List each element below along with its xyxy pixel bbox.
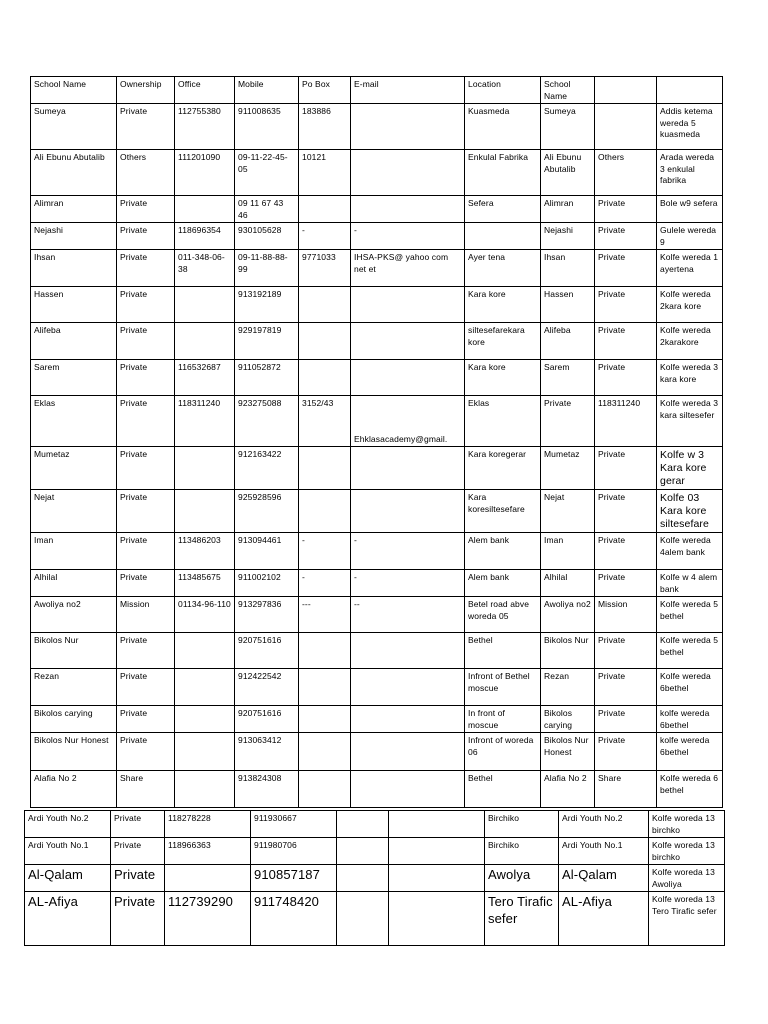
table-cell: 113485675 xyxy=(175,570,235,597)
table-cell: kolfe wereda 6bethel xyxy=(657,733,723,771)
table-cell: 9771033 xyxy=(299,250,351,287)
table-cell: Private xyxy=(595,706,657,733)
table-cell xyxy=(351,490,465,533)
table-cell: Sarem xyxy=(541,360,595,396)
table-cell: - xyxy=(351,223,465,250)
table-cell: 911980706 xyxy=(251,838,337,865)
table-cell xyxy=(175,771,235,808)
table-cell: Sumeya xyxy=(541,104,595,150)
table-cell xyxy=(351,196,465,223)
table-row xyxy=(31,771,723,808)
column-header: Ownership xyxy=(117,77,175,104)
table-cell: Sarem xyxy=(31,360,117,396)
table-row xyxy=(31,669,723,706)
table-cell: Betel road abve woreda 05 xyxy=(465,597,541,633)
table-cell xyxy=(351,360,465,396)
table-cell: --- xyxy=(299,597,351,633)
column-header xyxy=(595,77,657,104)
table-cell xyxy=(299,771,351,808)
table-cell xyxy=(351,150,465,196)
table-cell: Eklas xyxy=(31,396,117,447)
table-cell: Private xyxy=(595,490,657,533)
table-cell xyxy=(299,196,351,223)
table-cell: Kuasmeda xyxy=(465,104,541,150)
table-cell: Private xyxy=(117,490,175,533)
table-row xyxy=(25,865,725,892)
table-cell: - xyxy=(299,533,351,570)
column-header xyxy=(657,77,723,104)
table-row xyxy=(31,196,723,223)
table-cell: Sumeya xyxy=(31,104,117,150)
table-cell xyxy=(389,892,485,946)
table-cell: 913192189 xyxy=(235,287,299,323)
table-cell: Bikolos carying xyxy=(541,706,595,733)
table-cell: Kolfe woreda 13 birchko xyxy=(649,838,725,865)
table-cell: 929197819 xyxy=(235,323,299,360)
table-row xyxy=(31,447,723,490)
table-cell: Nejashi xyxy=(31,223,117,250)
table-cell: Iman xyxy=(541,533,595,570)
table-cell: Private xyxy=(117,287,175,323)
column-header: Mobile xyxy=(235,77,299,104)
table-cell: Kolfe wereda 6bethel xyxy=(657,669,723,706)
table-cell: Rezan xyxy=(541,669,595,706)
table-cell: 3152/43 xyxy=(299,396,351,447)
table-cell: Private xyxy=(117,570,175,597)
table-cell: Alafia No 2 xyxy=(541,771,595,808)
table-cell: Bethel xyxy=(465,633,541,669)
table-cell: kolfe wereda 6bethel xyxy=(657,706,723,733)
table-cell: Eklas xyxy=(465,396,541,447)
table-cell: Ardi Youth No.2 xyxy=(25,811,111,838)
table-cell: Gulele wereda 9 xyxy=(657,223,723,250)
table-cell: Private xyxy=(595,533,657,570)
table-cell: Ardi Youth No.1 xyxy=(25,838,111,865)
table-cell: Mumetaz xyxy=(31,447,117,490)
table-cell: AL-Afiya xyxy=(25,892,111,946)
table-cell: 913063412 xyxy=(235,733,299,771)
table-cell: Private xyxy=(117,323,175,360)
table-cell: Private xyxy=(117,447,175,490)
table-cell: Kara koregerar xyxy=(465,447,541,490)
table-cell xyxy=(351,669,465,706)
table-row xyxy=(31,250,723,287)
table-cell: Private xyxy=(595,223,657,250)
table-cell: - xyxy=(299,223,351,250)
column-header: Office xyxy=(175,77,235,104)
table-cell: - xyxy=(351,533,465,570)
table-cell: Private xyxy=(595,669,657,706)
table-cell: 911052872 xyxy=(235,360,299,396)
table-cell: Share xyxy=(117,771,175,808)
table-cell: Arada wereda 3 enkulal fabrika xyxy=(657,150,723,196)
table-cell: 113486203 xyxy=(175,533,235,570)
table-cell: 183886 xyxy=(299,104,351,150)
table-cell: 10121 xyxy=(299,150,351,196)
table-cell: Alafia No 2 xyxy=(31,771,117,808)
table-cell: 920751616 xyxy=(235,706,299,733)
table-cell: 118311240 xyxy=(175,396,235,447)
table-cell xyxy=(337,865,389,892)
table-cell: siltesefarekara kore xyxy=(465,323,541,360)
table-cell: Private xyxy=(117,223,175,250)
table-cell xyxy=(351,771,465,808)
table-row xyxy=(31,733,723,771)
table-cell: 09-11-22-45-05 xyxy=(235,150,299,196)
table-cell: Ali Ebunu Abutalib xyxy=(31,150,117,196)
table-cell: Ardi Youth No.1 xyxy=(559,838,649,865)
table-row xyxy=(31,570,723,597)
table-cell: Infront of Bethel moscue xyxy=(465,669,541,706)
table-cell: 111201090 xyxy=(175,150,235,196)
table-cell xyxy=(389,811,485,838)
table-cell: Tero Tirafic sefer xyxy=(485,892,559,946)
table-cell: Private xyxy=(595,447,657,490)
table-cell xyxy=(351,104,465,150)
table-cell: 118278228 xyxy=(165,811,251,838)
table-row xyxy=(31,706,723,733)
table-row xyxy=(31,287,723,323)
table-cell: Private xyxy=(111,838,165,865)
table-cell xyxy=(299,447,351,490)
table-cell xyxy=(299,706,351,733)
table-cell: Iman xyxy=(31,533,117,570)
table-cell: 118966363 xyxy=(165,838,251,865)
table-cell: Al-Qalam xyxy=(25,865,111,892)
table-cell xyxy=(175,287,235,323)
table-cell: Hassen xyxy=(31,287,117,323)
table-cell: Private xyxy=(595,323,657,360)
table-cell xyxy=(299,490,351,533)
table-cell: Al-Qalam xyxy=(559,865,649,892)
table-cell: Kolfe wereda 3 kara kore xyxy=(657,360,723,396)
table-cell: - xyxy=(351,570,465,597)
table-cell: 923275088 xyxy=(235,396,299,447)
table-cell: Awoliya no2 xyxy=(541,597,595,633)
table-cell: Alem bank xyxy=(465,570,541,597)
table-cell: Alifeba xyxy=(31,323,117,360)
header-row xyxy=(31,77,723,104)
table-row xyxy=(25,811,725,838)
table-cell: 911748420 xyxy=(251,892,337,946)
table-cell: Kolfe wereda 3 kara siltesefer xyxy=(657,396,723,447)
table-cell xyxy=(389,865,485,892)
table-cell xyxy=(299,287,351,323)
table-cell xyxy=(351,323,465,360)
table-cell: 911008635 xyxy=(235,104,299,150)
table-cell: Nejat xyxy=(31,490,117,533)
table-cell xyxy=(351,706,465,733)
table-cell: Birchiko xyxy=(485,811,559,838)
table-cell: Alimran xyxy=(31,196,117,223)
table-cell: 09-11-88-88-99 xyxy=(235,250,299,287)
table-cell: 112755380 xyxy=(175,104,235,150)
column-header: School Name xyxy=(541,77,595,104)
table-cell xyxy=(175,490,235,533)
table-cell: 912422542 xyxy=(235,669,299,706)
table-cell: Private xyxy=(117,360,175,396)
table-cell: -- xyxy=(351,597,465,633)
table-cell: Others xyxy=(117,150,175,196)
table-cell xyxy=(175,323,235,360)
table-cell: Kolfe wereda 5 bethel xyxy=(657,633,723,669)
table-cell xyxy=(337,892,389,946)
table-cell: Ali Ebunu Abutalib xyxy=(541,150,595,196)
table-cell: Ihsan xyxy=(31,250,117,287)
table-cell: Private xyxy=(111,892,165,946)
table-cell: - xyxy=(299,570,351,597)
table-cell: Kolfe wereda 2karakore xyxy=(657,323,723,360)
table-cell: Kolfe woreda 13 Awoliya xyxy=(649,865,725,892)
table-cell: 911930667 xyxy=(251,811,337,838)
table-cell: Ayer tena xyxy=(465,250,541,287)
table-cell xyxy=(175,733,235,771)
table-cell xyxy=(175,633,235,669)
column-header: School Name xyxy=(31,77,117,104)
table-cell: 118311240 xyxy=(595,396,657,447)
table-cell: Ehklasacademy@gmail. xyxy=(351,396,465,447)
table-cell: Awoliya no2 xyxy=(31,597,117,633)
table-cell: Bikolos Nur xyxy=(31,633,117,669)
column-header: Po Box xyxy=(299,77,351,104)
table-cell: Private xyxy=(117,250,175,287)
table-row xyxy=(31,223,723,250)
table-cell xyxy=(299,360,351,396)
table-cell: Kara kore xyxy=(465,287,541,323)
table-cell xyxy=(299,733,351,771)
table-cell: Alem bank xyxy=(465,533,541,570)
table-cell: Alhilal xyxy=(31,570,117,597)
table-row xyxy=(31,360,723,396)
table-row xyxy=(31,633,723,669)
table-cell: Private xyxy=(595,570,657,597)
table-cell xyxy=(337,811,389,838)
table-row xyxy=(31,490,723,533)
table-row xyxy=(31,104,723,150)
table-cell: 011-348-06-38 xyxy=(175,250,235,287)
table-cell: Kara kore xyxy=(465,360,541,396)
table-cell: Infront of woreda 06 xyxy=(465,733,541,771)
table-cell: Private xyxy=(117,669,175,706)
table-cell: Private xyxy=(117,533,175,570)
table-cell: 118696354 xyxy=(175,223,235,250)
table-cell: Kolfe woreda 13 Tero Tirafic sefer xyxy=(649,892,725,946)
table-cell xyxy=(351,733,465,771)
table-cell: In front of moscue xyxy=(465,706,541,733)
table-cell xyxy=(165,865,251,892)
table-cell: Private xyxy=(111,811,165,838)
table-cell: Kolfe w 4 alem bank xyxy=(657,570,723,597)
table-cell: Private xyxy=(117,633,175,669)
table-cell: Kara koresiltesefare xyxy=(465,490,541,533)
table-cell: 116532687 xyxy=(175,360,235,396)
table-cell xyxy=(465,223,541,250)
table-cell: Birchiko xyxy=(485,838,559,865)
table-cell: 925928596 xyxy=(235,490,299,533)
table-cell: 913824308 xyxy=(235,771,299,808)
table-cell xyxy=(337,838,389,865)
table-cell: Enkulal Fabrika xyxy=(465,150,541,196)
table-cell: 910857187 xyxy=(251,865,337,892)
table-cell: Private xyxy=(595,196,657,223)
column-header: Location xyxy=(465,77,541,104)
table-cell: Kolfe w 3 Kara kore gerar xyxy=(657,447,723,490)
table-cell: Mumetaz xyxy=(541,447,595,490)
table-cell: Private xyxy=(595,287,657,323)
table-cell: Addis ketema wereda 5 kuasmeda xyxy=(657,104,723,150)
table-cell: 112739290 xyxy=(165,892,251,946)
table-cell: Private xyxy=(541,396,595,447)
table-cell xyxy=(351,633,465,669)
table-cell xyxy=(299,633,351,669)
table-cell: Alifeba xyxy=(541,323,595,360)
table-cell: Bikolos Nur Honest xyxy=(541,733,595,771)
table-cell: Private xyxy=(111,865,165,892)
table-cell: Bethel xyxy=(465,771,541,808)
table-row xyxy=(31,150,723,196)
table-cell: Kolfe 03 Kara kore siltesefare xyxy=(657,490,723,533)
table-cell: Awolya xyxy=(485,865,559,892)
school-table-main xyxy=(30,76,723,808)
table-cell: Bole w9 sefera xyxy=(657,196,723,223)
table-row xyxy=(31,323,723,360)
table-cell: Sefera xyxy=(465,196,541,223)
table-cell: Kolfe wereda 6 bethel xyxy=(657,771,723,808)
table-cell: Ardi Youth No.2 xyxy=(559,811,649,838)
table-cell: 930105628 xyxy=(235,223,299,250)
table-cell xyxy=(351,287,465,323)
table-cell xyxy=(175,196,235,223)
table-row xyxy=(31,533,723,570)
school-table-secondary xyxy=(24,810,725,946)
table-cell: Nejat xyxy=(541,490,595,533)
table-cell: Kolfe wereda 2kara kore xyxy=(657,287,723,323)
table-cell: Private xyxy=(117,196,175,223)
table-cell: IHSA-PKS@ yahoo com net et xyxy=(351,250,465,287)
table-cell: Nejashi xyxy=(541,223,595,250)
table-row xyxy=(25,838,725,865)
table-cell: Private xyxy=(117,396,175,447)
table-cell: Private xyxy=(595,633,657,669)
table-cell: Alhilal xyxy=(541,570,595,597)
table-cell xyxy=(299,323,351,360)
table-cell: Ihsan xyxy=(541,250,595,287)
table-cell: Private xyxy=(595,733,657,771)
table-cell: Mission xyxy=(595,597,657,633)
table-cell xyxy=(351,447,465,490)
table-cell: Kolfe wereda 1 ayertena xyxy=(657,250,723,287)
table-cell: 01134-96-110 xyxy=(175,597,235,633)
table-cell: Private xyxy=(595,250,657,287)
table-cell: Private xyxy=(595,360,657,396)
table-cell: Others xyxy=(595,150,657,196)
table-cell: 913297836 xyxy=(235,597,299,633)
table-cell: Hassen xyxy=(541,287,595,323)
column-header: E-mail xyxy=(351,77,465,104)
table-cell xyxy=(299,669,351,706)
table-cell: Private xyxy=(117,706,175,733)
table-cell: 913094461 xyxy=(235,533,299,570)
table-cell: Bikolos carying xyxy=(31,706,117,733)
table-cell xyxy=(389,838,485,865)
table-cell: Kolfe wereda 4alem bank xyxy=(657,533,723,570)
table-row xyxy=(31,597,723,633)
table-row xyxy=(25,892,725,946)
table-row xyxy=(31,396,723,447)
table-cell: Private xyxy=(117,733,175,771)
table-cell: Kolfe woreda 13 birchko xyxy=(649,811,725,838)
table-cell xyxy=(175,706,235,733)
table-cell: Rezan xyxy=(31,669,117,706)
table-cell: Share xyxy=(595,771,657,808)
table-cell xyxy=(595,104,657,150)
table-cell xyxy=(175,447,235,490)
table-cell: Alimran xyxy=(541,196,595,223)
table-cell: Private xyxy=(117,104,175,150)
table-cell: Bikolos Nur Honest xyxy=(31,733,117,771)
table-cell xyxy=(175,669,235,706)
table-cell: 911002102 xyxy=(235,570,299,597)
table-cell: Bikolos Nur xyxy=(541,633,595,669)
table-cell: AL-Afiya xyxy=(559,892,649,946)
table-cell: Kolfe wereda 5 bethel xyxy=(657,597,723,633)
table-cell: 920751616 xyxy=(235,633,299,669)
table-cell: Mission xyxy=(117,597,175,633)
table-cell: 912163422 xyxy=(235,447,299,490)
table-cell: 09 11 67 43 46 xyxy=(235,196,299,223)
